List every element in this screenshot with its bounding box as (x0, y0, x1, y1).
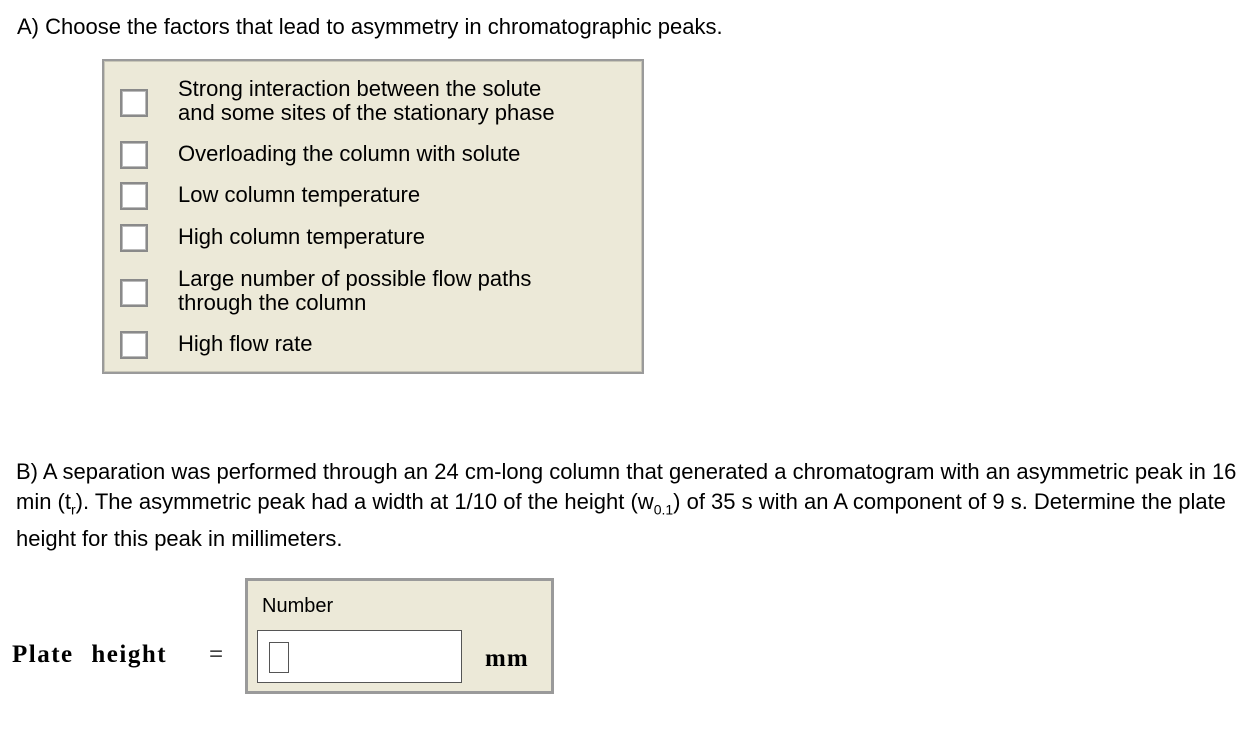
checkbox[interactable] (120, 182, 148, 210)
options-panel (102, 59, 644, 374)
part-b-question: B) A separation was performed through an 24 cm-long column that generated a chromatogram with an asymmetric peak in 16 $\min (t_r)$. The asymmetric peak had a width at 1/10 of the height $(w_{0.1})$ of 35 s with an A component of 9 s. Determine the plate height for this peak in millimeters. (16, 459, 1237, 552)
part-a-question: A) Choose the factors that lead to asymmetry in chromatographic peaks. (17, 14, 723, 39)
unit-label: mm (485, 645, 529, 672)
checkbox[interactable] (120, 331, 148, 359)
plate-height-input[interactable] (257, 630, 462, 683)
option-label-line2: through the column (178, 290, 367, 315)
checkbox[interactable] (120, 89, 148, 117)
option-label: Overloading the column with solute (178, 141, 521, 166)
checkbox[interactable] (120, 141, 148, 169)
option-label: Strong interaction between the solute (178, 76, 542, 101)
answer-panel (245, 578, 554, 694)
equals-sign: = (209, 641, 224, 668)
checkbox[interactable] (120, 224, 148, 252)
checkbox[interactable] (120, 279, 148, 307)
option-label: Large number of possible flow paths (178, 266, 532, 291)
input-cursor (269, 642, 289, 673)
option-label: Low column temperature (178, 182, 421, 207)
option-label-line2: and some sites of the stationary phase (178, 100, 555, 125)
input-label: Number (262, 595, 334, 617)
option-label: High flow rate (178, 331, 313, 356)
option-label: High column temperature (178, 224, 426, 249)
equation-label: Plate height (12, 641, 168, 668)
